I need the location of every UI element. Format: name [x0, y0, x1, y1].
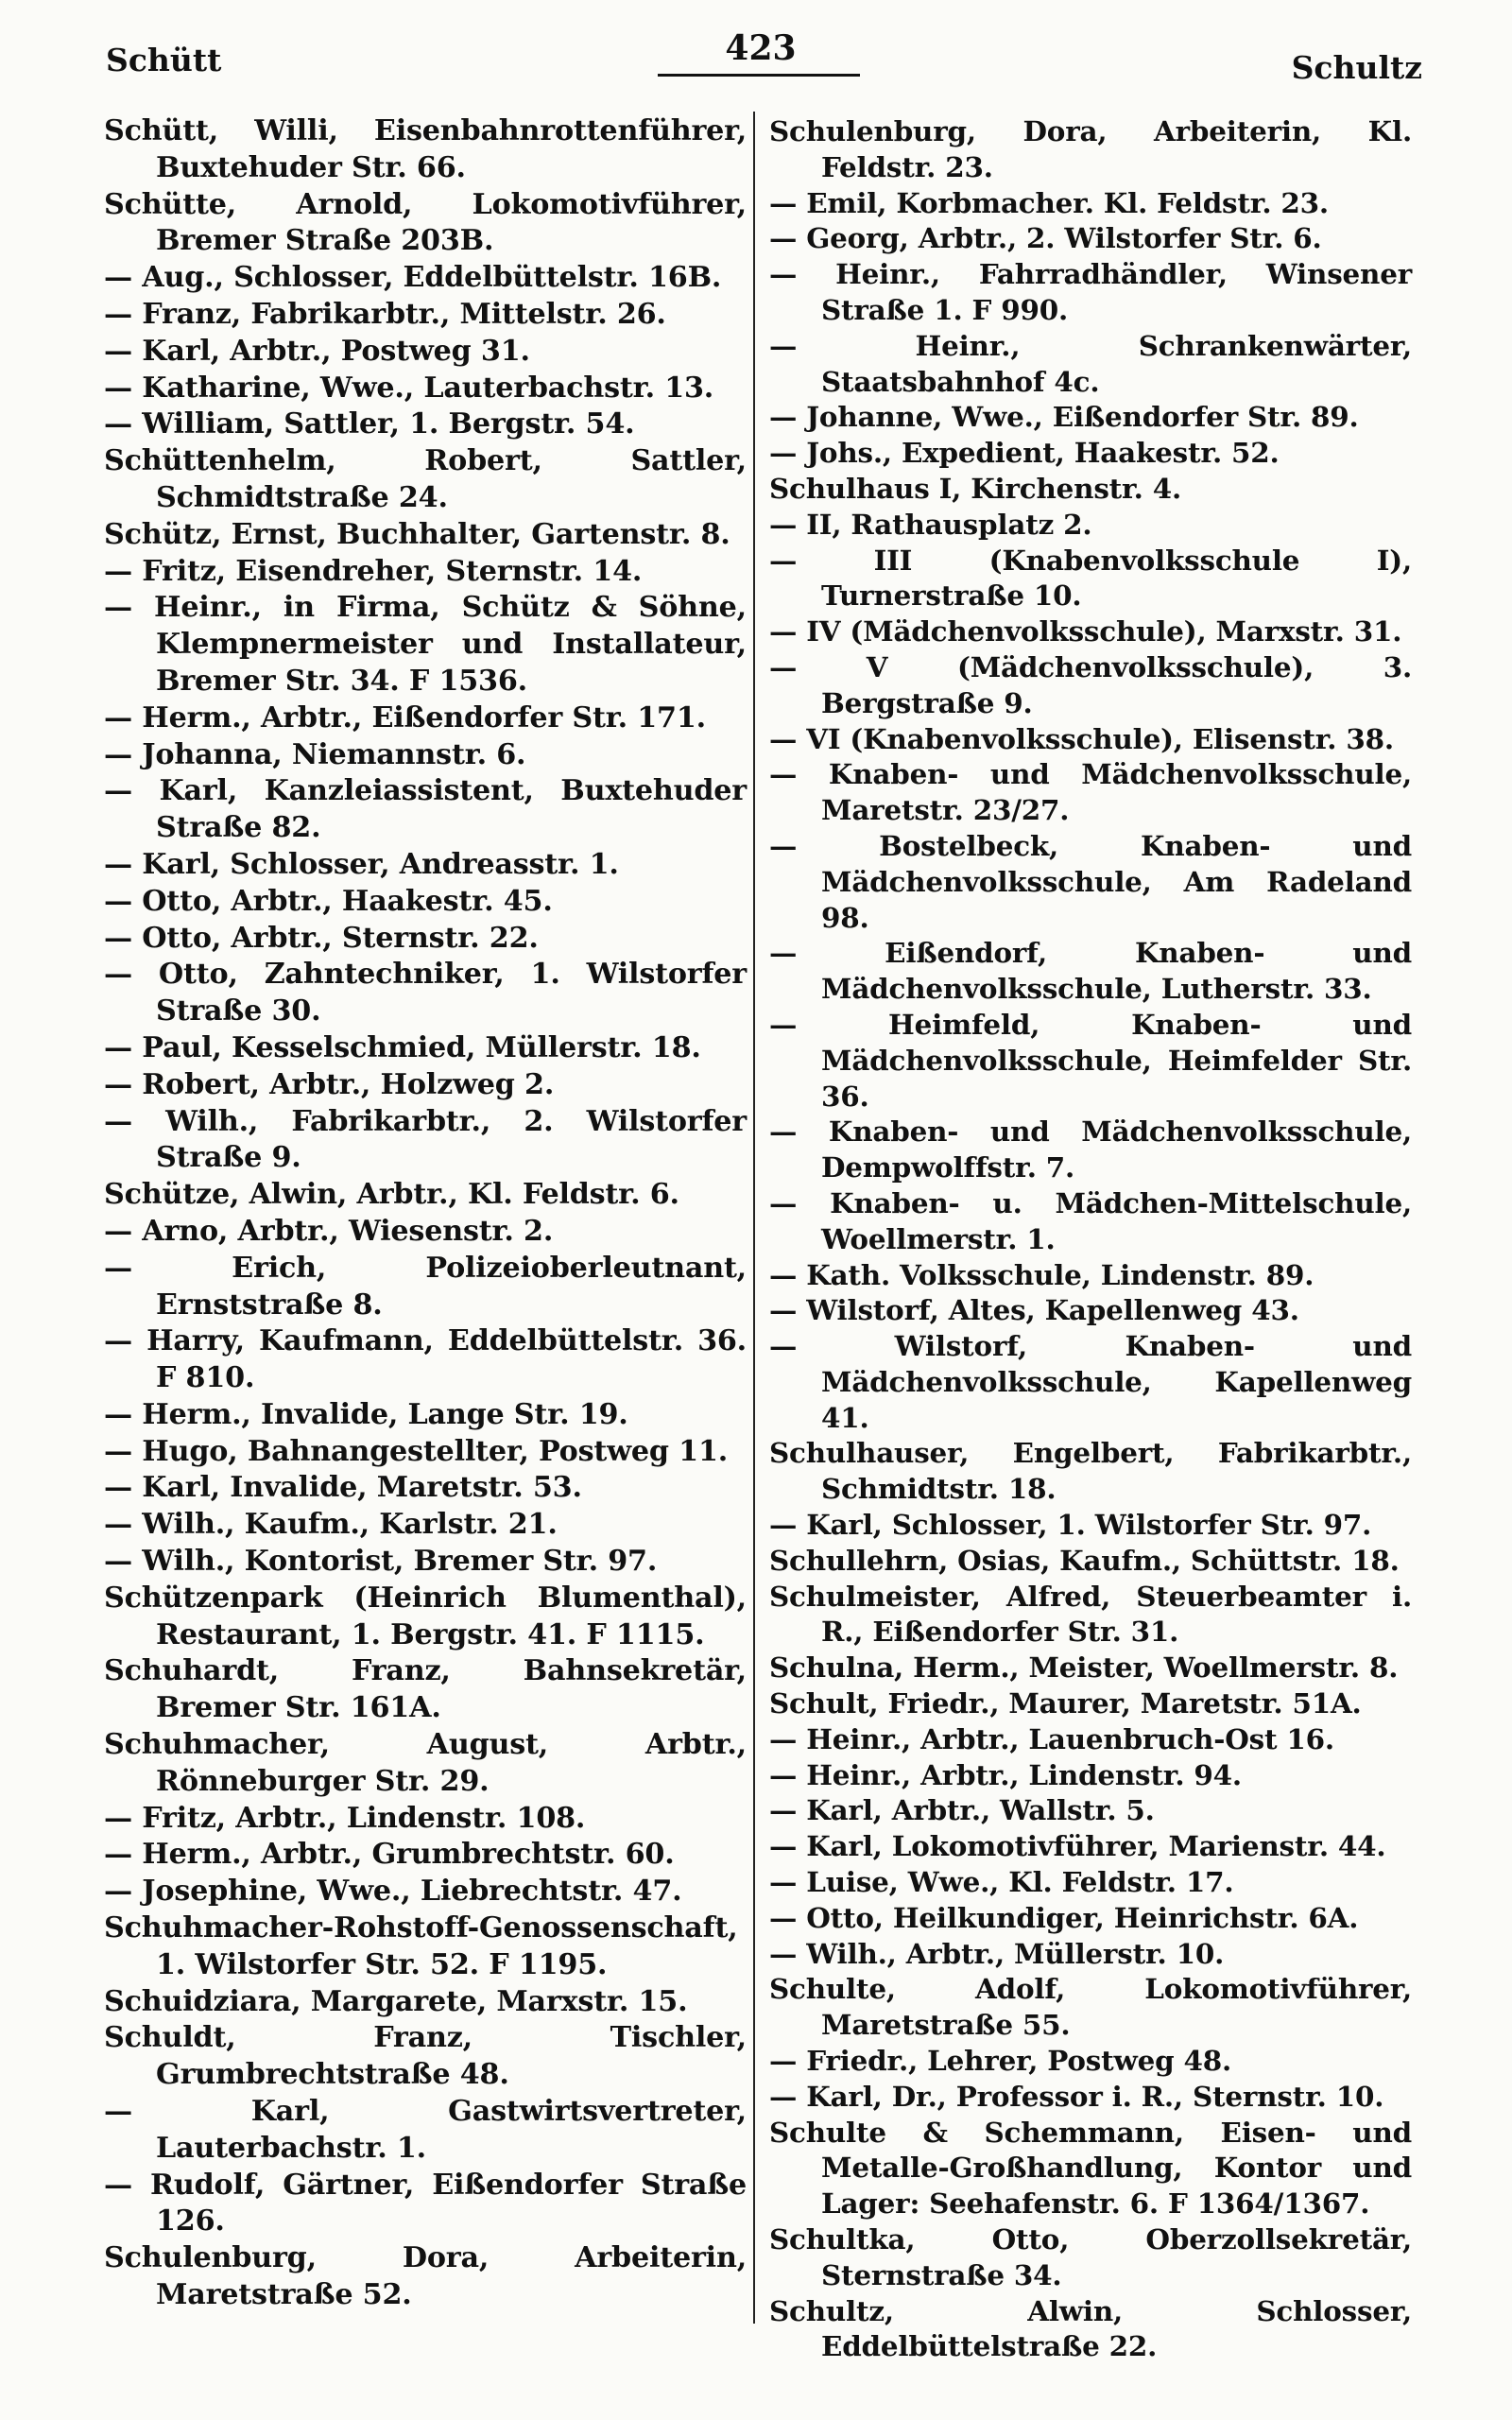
directory-entry: — Harry, Kaufmann, Eddelbüttelstr. 36. F 810.: [104, 1324, 747, 1395]
directory-entry: — Wilstorf, Knaben- und Mädchenvolksschule, Kapellenweg 41.: [769, 1329, 1412, 1434]
directory-entry: — Kath. Volksschule, Lindenstr. 89.: [769, 1257, 1314, 1291]
directory-entry: Schuidziara, Margarete, Marxstr. 15.: [104, 1984, 688, 2018]
directory-entry: Schultz, Alwin, Schlosser, Eddelbüttelstraße 22.: [769, 2293, 1412, 2363]
directory-entry: — Paul, Kesselschmied, Müllerstr. 18.: [104, 1030, 701, 1064]
directory-entry: — IV (Mädchenvolksschule), Marxstr. 31.: [769, 614, 1402, 648]
directory-entry: Schullehrn, Osias, Kaufm., Schüttstr. 18.: [769, 1543, 1400, 1577]
directory-entry: Schuhardt, Franz, Bahnsekretär, Bremer Str. 161A.: [104, 1654, 747, 1725]
directory-entry: — Knaben- u. Mädchen-Mittelschule, Woellmerstr. 1.: [769, 1185, 1412, 1255]
directory-entry: — Fritz, Arbtr., Lindenstr. 108.: [104, 1801, 586, 1835]
directory-entry: — Heinr., Arbtr., Lauenbruch-Ost 16.: [769, 1721, 1334, 1755]
directory-entry: Schütze, Alwin, Arbtr., Kl. Feldstr. 6.: [104, 1178, 679, 1212]
directory-entry: — Heinr., Arbtr., Lindenstr. 94.: [769, 1757, 1242, 1791]
directory-entry: — Erich, Polizeioberleutnant, Ernststraße 8.: [104, 1251, 747, 1322]
directory-entry: Schulna, Herm., Meister, Woellmerstr. 8.: [769, 1651, 1399, 1685]
directory-entry: — Heinr., Fahrradhändler, Winsener Straße 1. F 990.: [769, 257, 1412, 326]
directory-entry: — Arno, Arbtr., Wiesenstr. 2.: [104, 1214, 554, 1248]
directory-entry: — Wilh., Kaufm., Karlstr. 21.: [104, 1508, 558, 1542]
running-head-right: Schultz: [1291, 49, 1422, 86]
directory-entry: — Eißendorf, Knaben- und Mädchenvolksschule, Lutherstr. 33.: [769, 936, 1412, 1006]
directory-entry: — Karl, Dr., Professor i. R., Sternstr. 10.: [769, 2079, 1384, 2113]
directory-entry: Schütt, Willi, Eisenbahnrottenführer, Buxtehuder Str. 66.: [104, 114, 747, 184]
directory-entry: Schuhmacher, August, Arbtr., Rönneburger Str. 29.: [104, 1728, 747, 1798]
directory-entry: — Otto, Arbtr., Haakestr. 45.: [104, 884, 553, 918]
directory-entry: — Johanne, Wwe., Eißendorfer Str. 89.: [769, 400, 1359, 434]
directory-entry: — Otto, Heilkundiger, Heinrichstr. 6A.: [769, 1900, 1359, 1934]
page-number-rule: [658, 74, 860, 77]
directory-entry: — Fritz, Eisendreher, Sternstr. 14.: [104, 554, 643, 588]
directory-entry: Schulte & Schemmann, Eisen- und Metalle-Großhandlung, Kontor und Lager: Seehafenstr. 6. F 1364/1367.: [769, 2115, 1412, 2221]
directory-entry: Schüttenhelm, Robert, Sattler, Schmidtstraße 24.: [104, 444, 747, 514]
directory-entry: — Herm., Arbtr., Grumbrechtstr. 60.: [104, 1838, 675, 1872]
directory-entry: Schütz, Ernst, Buchhalter, Gartenstr. 8.: [104, 517, 730, 551]
directory-entry: Schulhauser, Engelbert, Fabrikarbtr., Schmidtstr. 18.: [769, 1436, 1412, 1506]
directory-entry: — Otto, Arbtr., Sternstr. 22.: [104, 921, 539, 955]
directory-entry: Schulhaus I, Kirchenstr. 4.: [769, 471, 1181, 505]
directory-entry: — Wilh., Arbtr., Müllerstr. 10.: [769, 1936, 1225, 1970]
directory-entry: — III (Knabenvolksschule I), Turnerstraße 10.: [769, 543, 1412, 613]
directory-entry: — Karl, Schlosser, 1. Wilstorfer Str. 97.: [769, 1508, 1372, 1542]
directory-entry: — Emil, Korbmacher. Kl. Feldstr. 23.: [769, 185, 1329, 219]
left-column: [104, 113, 747, 2314]
directory-entry: — Friedr., Lehrer, Postweg 48.: [769, 2044, 1232, 2078]
directory-entry: Schultka, Otto, Oberzollsekretär, Sternstraße 34.: [769, 2222, 1412, 2291]
directory-entry: — Karl, Arbtr., Postweg 31.: [104, 334, 530, 368]
directory-entry: Schulte, Adolf, Lokomotivführer, Maretstraße 55.: [769, 1972, 1412, 2042]
directory-entry: — Bostelbeck, Knaben- und Mädchenvolksschule, Am Radeland 98.: [769, 828, 1412, 934]
directory-entry: — Knaben- und Mädchenvolksschule, Maretstr. 23/27.: [769, 757, 1412, 827]
running-head-left: Schütt: [106, 42, 222, 78]
page-number: 423: [725, 28, 797, 68]
directory-entry: — Wilstorf, Altes, Kapellenweg 43.: [769, 1293, 1299, 1327]
directory-entry: — Karl, Lokomotivführer, Marienstr. 44.: [769, 1829, 1386, 1863]
directory-entry: — Herm., Arbtr., Eißendorfer Str. 171.: [104, 700, 706, 735]
directory-entry: — Heimfeld, Knaben- und Mädchenvolksschule, Heimfelder Str. 36.: [769, 1007, 1412, 1113]
directory-entry: — Karl, Arbtr., Wallstr. 5.: [769, 1793, 1155, 1827]
directory-entry: — V (Mädchenvolksschule), 3. Bergstraße 9.: [769, 649, 1412, 719]
directory-entry: — Karl, Kanzleiassistent, Buxtehuder Straße 82.: [104, 774, 747, 845]
directory-entry: Schulmeister, Alfred, Steuerbeamter i. R., Eißendorfer Str. 31.: [769, 1579, 1412, 1649]
directory-entry: — Johanna, Niemannstr. 6.: [104, 737, 526, 771]
directory-entry: — Aug., Schlosser, Eddelbüttelstr. 16B.: [104, 261, 722, 295]
directory-entry: — William, Sattler, 1. Bergstr. 54.: [104, 407, 635, 441]
directory-entry: — Karl, Schlosser, Andreasstr. 1.: [104, 847, 619, 881]
directory-entry: — Knaben- und Mädchenvolksschule, Dempwolffstr. 7.: [769, 1115, 1412, 1184]
directory-entry: — Heinr., in Firma, Schütz & Söhne, Klempnermeister und Installateur, Bremer Str. 34. F 1536.: [104, 591, 747, 698]
directory-entry: Schulenburg, Dora, Arbeiterin, Maretstraße 52.: [104, 2241, 747, 2312]
directory-entry: — Georg, Arbtr., 2. Wilstorfer Str. 6.: [769, 221, 1322, 255]
directory-entry: — Otto, Zahntechniker, 1. Wilstorfer Straße 30.: [104, 958, 747, 1028]
directory-entry: Schuhmacher-Rohstoff-Genossenschaft, 1. Wilstorfer Str. 52. F 1195.: [104, 1911, 738, 1981]
directory-entry: — II, Rathausplatz 2.: [769, 507, 1092, 541]
directory-entry: — Karl, Invalide, Maretstr. 53.: [104, 1471, 582, 1505]
directory-entry: Schütte, Arnold, Lokomotivführer, Bremer Straße 203B.: [104, 187, 747, 258]
directory-entry: — Herm., Invalide, Lange Str. 19.: [104, 1397, 628, 1431]
directory-entry: Schult, Friedr., Maurer, Maretstr. 51A.: [769, 1686, 1362, 1720]
directory-entry: — VI (Knabenvolksschule), Elisenstr. 38.: [769, 721, 1394, 755]
directory-entry: — Franz, Fabrikarbtr., Mittelstr. 26.: [104, 297, 666, 331]
directory-entry: — Robert, Arbtr., Holzweg 2.: [104, 1067, 555, 1101]
column-divider: [753, 112, 755, 2324]
directory-entry: — Luise, Wwe., Kl. Feldstr. 17.: [769, 1865, 1234, 1899]
directory-entry: — Johs., Expedient, Haakestr. 52.: [769, 436, 1280, 470]
directory-entry: Schulenburg, Dora, Arbeiterin, Kl. Feldstr. 23.: [769, 114, 1412, 183]
directory-entry: — Heinr., Schrankenwärter, Staatsbahnhof 4c.: [769, 328, 1412, 398]
directory-entry: Schützenpark (Heinrich Blumenthal), Restaurant, 1. Bergstr. 41. F 1115.: [104, 1581, 747, 1651]
directory-entry: — Karl, Gastwirtsvertreter, Lauterbachstr. 1.: [104, 2095, 747, 2165]
directory-entry: Schuldt, Franz, Tischler, Grumbrechtstraße 48.: [104, 2021, 747, 2092]
directory-entry: — Josephine, Wwe., Liebrechtstr. 47.: [104, 1875, 682, 1909]
right-column: [769, 113, 1412, 2364]
directory-entry: — Wilh., Kontorist, Bremer Str. 97.: [104, 1545, 658, 1579]
directory-entry: — Rudolf, Gärtner, Eißendorfer Straße 126.: [104, 2168, 747, 2238]
directory-entry: — Hugo, Bahnangestellter, Postweg 11.: [104, 1434, 729, 1468]
directory-entry: — Wilh., Fabrikarbtr., 2. Wilstorfer Straße 9.: [104, 1104, 747, 1175]
directory-entry: — Katharine, Wwe., Lauterbachstr. 13.: [104, 371, 714, 405]
